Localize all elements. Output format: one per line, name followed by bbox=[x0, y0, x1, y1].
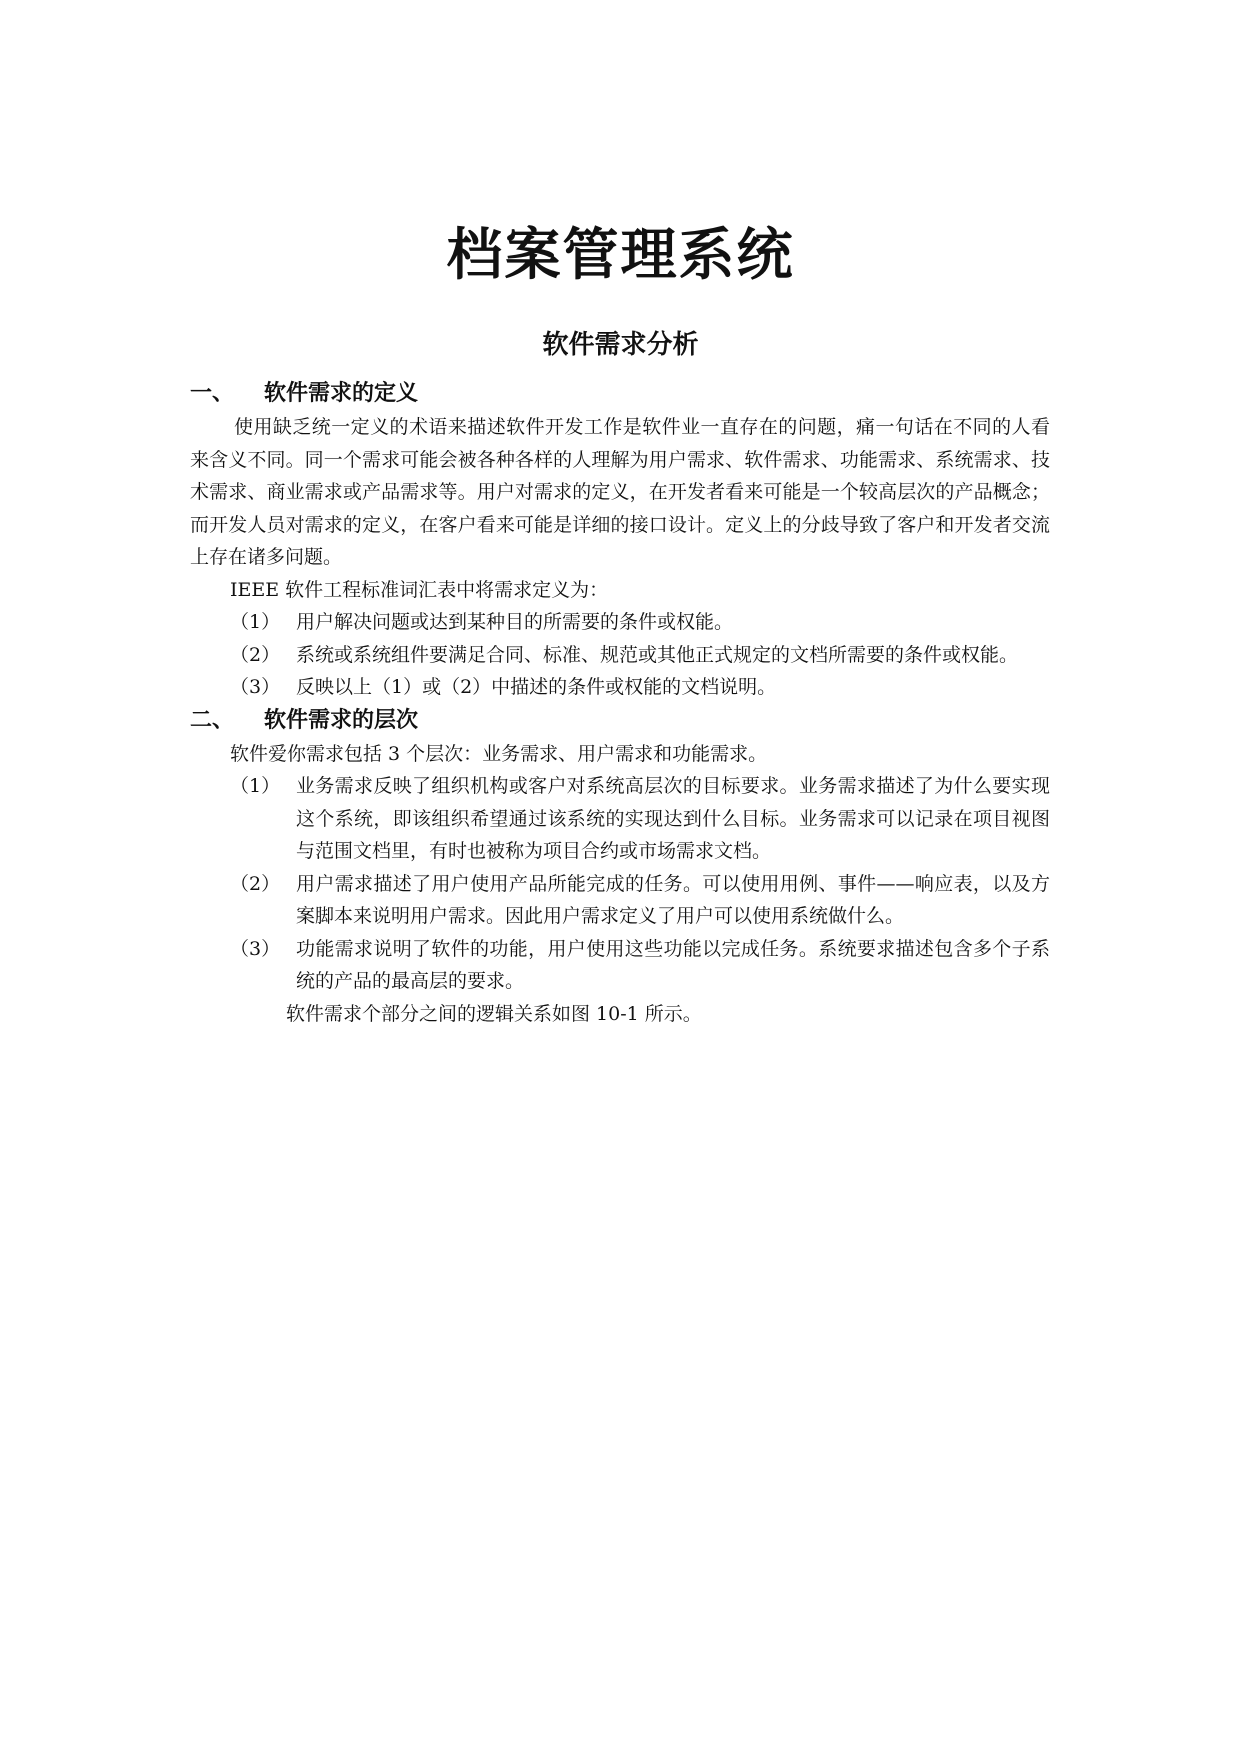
section-intro: 软件爱你需求包括 3 个层次：业务需求、用户需求和功能需求。 bbox=[230, 742, 768, 765]
list-item-number: （2） bbox=[230, 643, 281, 666]
list-item-text: 用户解决问题或达到某种目的所需要的条件或权能。 bbox=[296, 611, 734, 633]
list-item bbox=[230, 868, 1050, 933]
list-item-text: 业务需求反映了组织机构或客户对系统高层次的目标要求。业务需求描述了为什么要实现这个系统，即该组织希望通过该系统的实现达到什么目标。业务需求可以记录在项目视图与范围文档里，有时也被称为项目合约或市场需求文档。 bbox=[296, 775, 1050, 862]
section-intro: IEEE 软件工程标准词汇表中将需求定义为： bbox=[230, 578, 609, 601]
section-number: 一、 bbox=[190, 381, 235, 406]
list-item-number: （2） bbox=[230, 872, 281, 895]
document-body bbox=[190, 377, 1050, 1030]
list-item bbox=[230, 671, 1050, 704]
document-title: 档案管理系统 bbox=[446, 223, 795, 288]
list-item-text: 用户需求描述了用户使用产品所能完成的任务。可以使用用例、事件——响应表，以及方案脚本来说明用户需求。因此用户需求定义了用户可以使用系统做什么。 bbox=[296, 872, 1050, 927]
section-heading bbox=[190, 704, 1050, 738]
list-item bbox=[230, 639, 1050, 672]
section-number: 二、 bbox=[190, 707, 235, 733]
list-item-text: 反映以上（1）或（2）中描述的条件或权能的文档说明。 bbox=[296, 676, 777, 698]
section-title: 软件需求的层次 bbox=[264, 707, 419, 733]
list-item-number: （3） bbox=[230, 937, 281, 960]
list-item-number: （1） bbox=[230, 611, 281, 633]
list-item bbox=[230, 606, 1050, 639]
list-item bbox=[230, 933, 1050, 998]
list-item-text: 系统或系统组件要满足合同、标准、规范或其他正式规定的文档所需要的条件或权能。 bbox=[296, 643, 1019, 666]
closing-paragraph: 软件需求个部分之间的逻辑关系如图 10-1 所示。 bbox=[286, 1002, 702, 1025]
document-subtitle: 软件需求分析 bbox=[542, 330, 699, 360]
list-item bbox=[230, 770, 1050, 868]
section-heading bbox=[190, 377, 1050, 411]
section-paragraph: 使用缺乏统一定义的术语来描述软件开发工作是软件业一直存在的问题，痛一句话在不同的人看来含义不同。同一个需求可能会被各种各样的人理解为用户需求、软件需求、功能需求、系统需求、技术需求、商业需求或产品需求等。用户对需求的定义，在开发者看来可能是一个较高层次的产品概念；而开发人员对需求的定义，在客户看来可能是详细的接口设计。定义上的分歧导致了客户和开发者交流上存在诸多问题。 bbox=[190, 416, 1050, 568]
list-item-number: （3） bbox=[230, 676, 281, 698]
list-item-text: 功能需求说明了软件的功能，用户使用这些功能以完成任务。系统要求描述包含多个子系统的产品的最高层的要求。 bbox=[296, 937, 1050, 992]
section-title: 软件需求的定义 bbox=[264, 381, 419, 406]
list-item-number: （1） bbox=[230, 775, 281, 797]
